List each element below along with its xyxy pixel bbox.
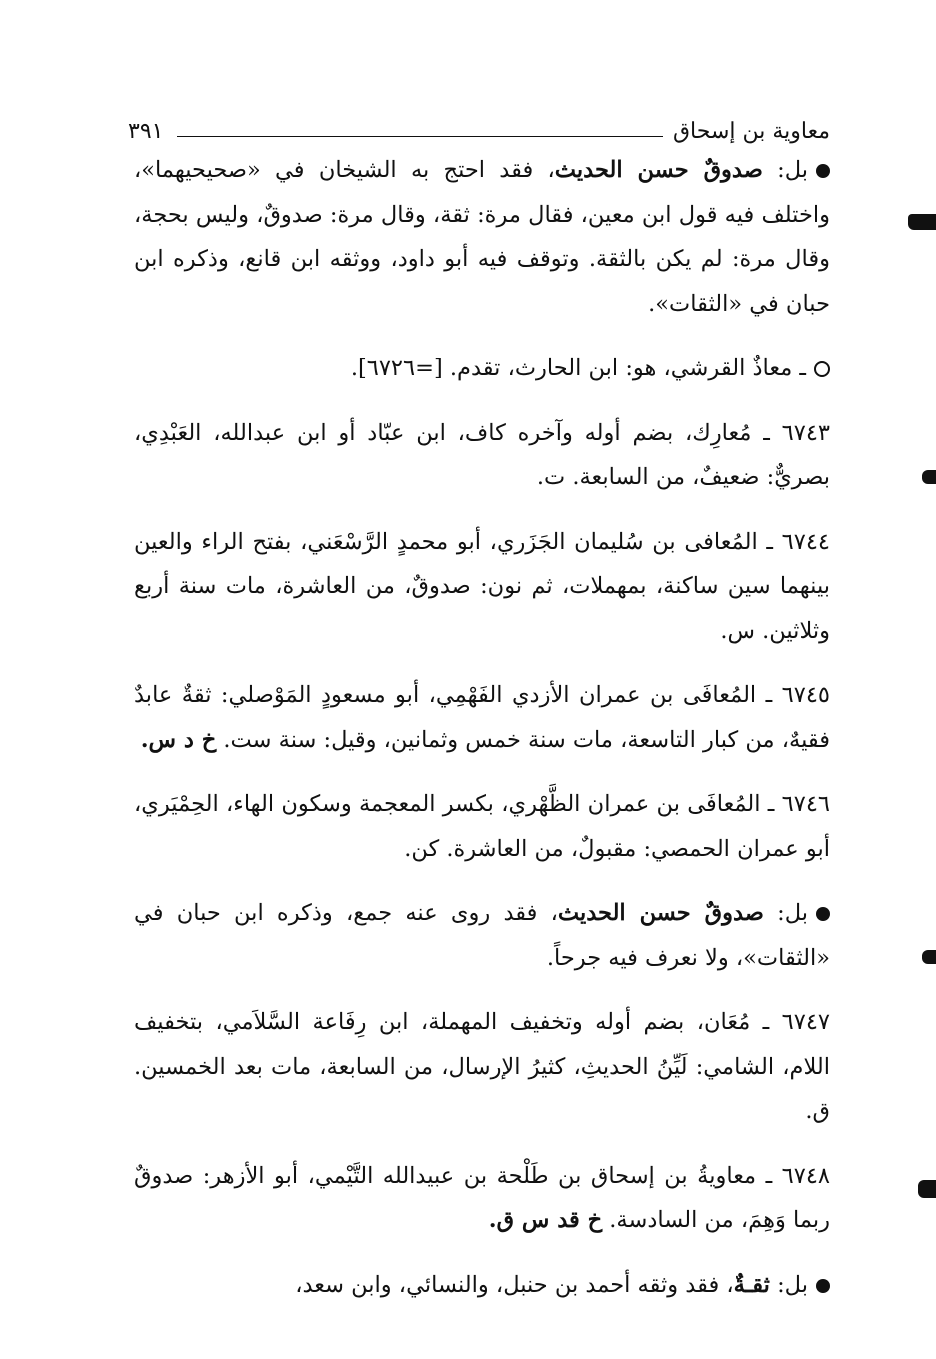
- scan-edge-mark: [908, 214, 936, 230]
- entry-text: ٦٧٤٧ ـ مُعَان، بضم أوله وتخفيف المهملة، ابن رِفَاعة السَّلاَمي، بتخفيف اللام، الشامي: لَيِّنُ الحديثِ، كثيرُ الإرسال، من السابعة، مات بعد الخمسين. ق.: [134, 1009, 830, 1124]
- entry-6744: [134, 520, 830, 654]
- entry-text: ٦٧٤٥ ـ المُعافَى بن عمران الأزدي الفَهْمِي، أبو مسعودٍ المَوْصلي: ثقةٌ عابدٌ فقيهٌ، من كبار التاسعة، مات سنة خمس وثمانين، وقيل: سنة ست.: [134, 682, 830, 753]
- note-paragraph: [134, 1263, 830, 1308]
- note-verdict: ثقـةٌ: [733, 1271, 770, 1298]
- entry-6743: [134, 411, 830, 500]
- page-number: ٣٩١: [128, 119, 164, 144]
- cross-reference-entry: [134, 346, 830, 391]
- filled-bullet-icon: [816, 164, 830, 178]
- entry-6746: [134, 782, 830, 871]
- hollow-bullet-icon: [814, 361, 830, 377]
- entry-6745: [134, 673, 830, 762]
- entry-text: ـ معاذٌ القرشي، هو: ابن الحارث، تقدم. [=٦٧٢٦].: [350, 355, 806, 381]
- note-lead: بل:: [762, 157, 808, 183]
- note-lead: بل:: [763, 900, 808, 926]
- scan-edge-mark: [922, 470, 936, 484]
- entry-6747: [134, 1000, 830, 1134]
- note-verdict: صدوقٌ حسن الحديث: [557, 900, 764, 926]
- scan-edge-mark: [918, 1180, 936, 1198]
- entry-6748: [134, 1154, 830, 1243]
- note-text: ، فقد وثقه أحمد بن حنبل، والنسائي، وابن سعد،: [295, 1271, 734, 1298]
- filled-bullet-icon: [816, 907, 830, 921]
- entry-text: ٦٧٤٨ ـ معاويةُ بن إسحاق بن طَلْحة بن عبيدالله التَّيْمي، أبو الأزهر: صدوقٌ ربما وَهِمَ، من السادسة.: [134, 1162, 830, 1233]
- note-lead: بل:: [769, 1271, 808, 1298]
- header-rule: [177, 136, 663, 137]
- running-header: [128, 104, 830, 144]
- body-text: [134, 148, 830, 1327]
- filled-bullet-icon: [816, 1279, 830, 1293]
- scan-edge-mark: [922, 950, 936, 964]
- header-title: معاوية بن إسحاق: [672, 119, 830, 144]
- note-paragraph: [134, 148, 830, 326]
- note-verdict: صدوقٌ حسن الحديث: [554, 157, 763, 183]
- entry-text: ٦٧٤٤ ـ المُعافى بن سُليمان الجَزَري، أبو محمدٍ الرَّسْعَني، بفتح الراء والعين بينهما سين ساكنة، بمهملات، ثم نون: صدوقٌ، من العاشرة، مات سنة أربع وثلاثين. س.: [134, 528, 830, 644]
- note-text: ، فقد احتج به الشيخان في «صحيحيهما»، واختلف فيه قول ابن معين، فقال مرة: ثقة، وقال مرة: صدوقٌ، وليس بحجة، وقال مرة: لم يكن بالثقة. وتوقف فيه أبو داود، ووثقه ابن قانع، وذكره ابن حبان في «الثقات».: [134, 157, 830, 317]
- entry-sigla: خ د س.: [140, 726, 217, 753]
- note-text: ، فقد روى عنه جمع، وذكره ابن حبان في «الثقات»، ولا نعرف فيه جرحاً.: [134, 900, 830, 971]
- entry-sigla: خ قد س ق.: [488, 1207, 603, 1233]
- entry-text: ٦٧٤٣ ـ مُعارِك، بضم أوله وآخره كاف، ابن عبّاد أو ابن عبدالله، العَبْدِي، بصريٌّ: ضعيفٌ، من السابعة. ت.: [134, 419, 830, 490]
- note-paragraph: [134, 891, 830, 980]
- entry-text: ٦٧٤٦ ـ المُعافَى بن عمران الظَّهْري، بكسر المعجمة وسكون الهاء، الحِمْيَري، أبو عمران الحمصي: مقبولٌ، من العاشرة. كن.: [134, 791, 830, 862]
